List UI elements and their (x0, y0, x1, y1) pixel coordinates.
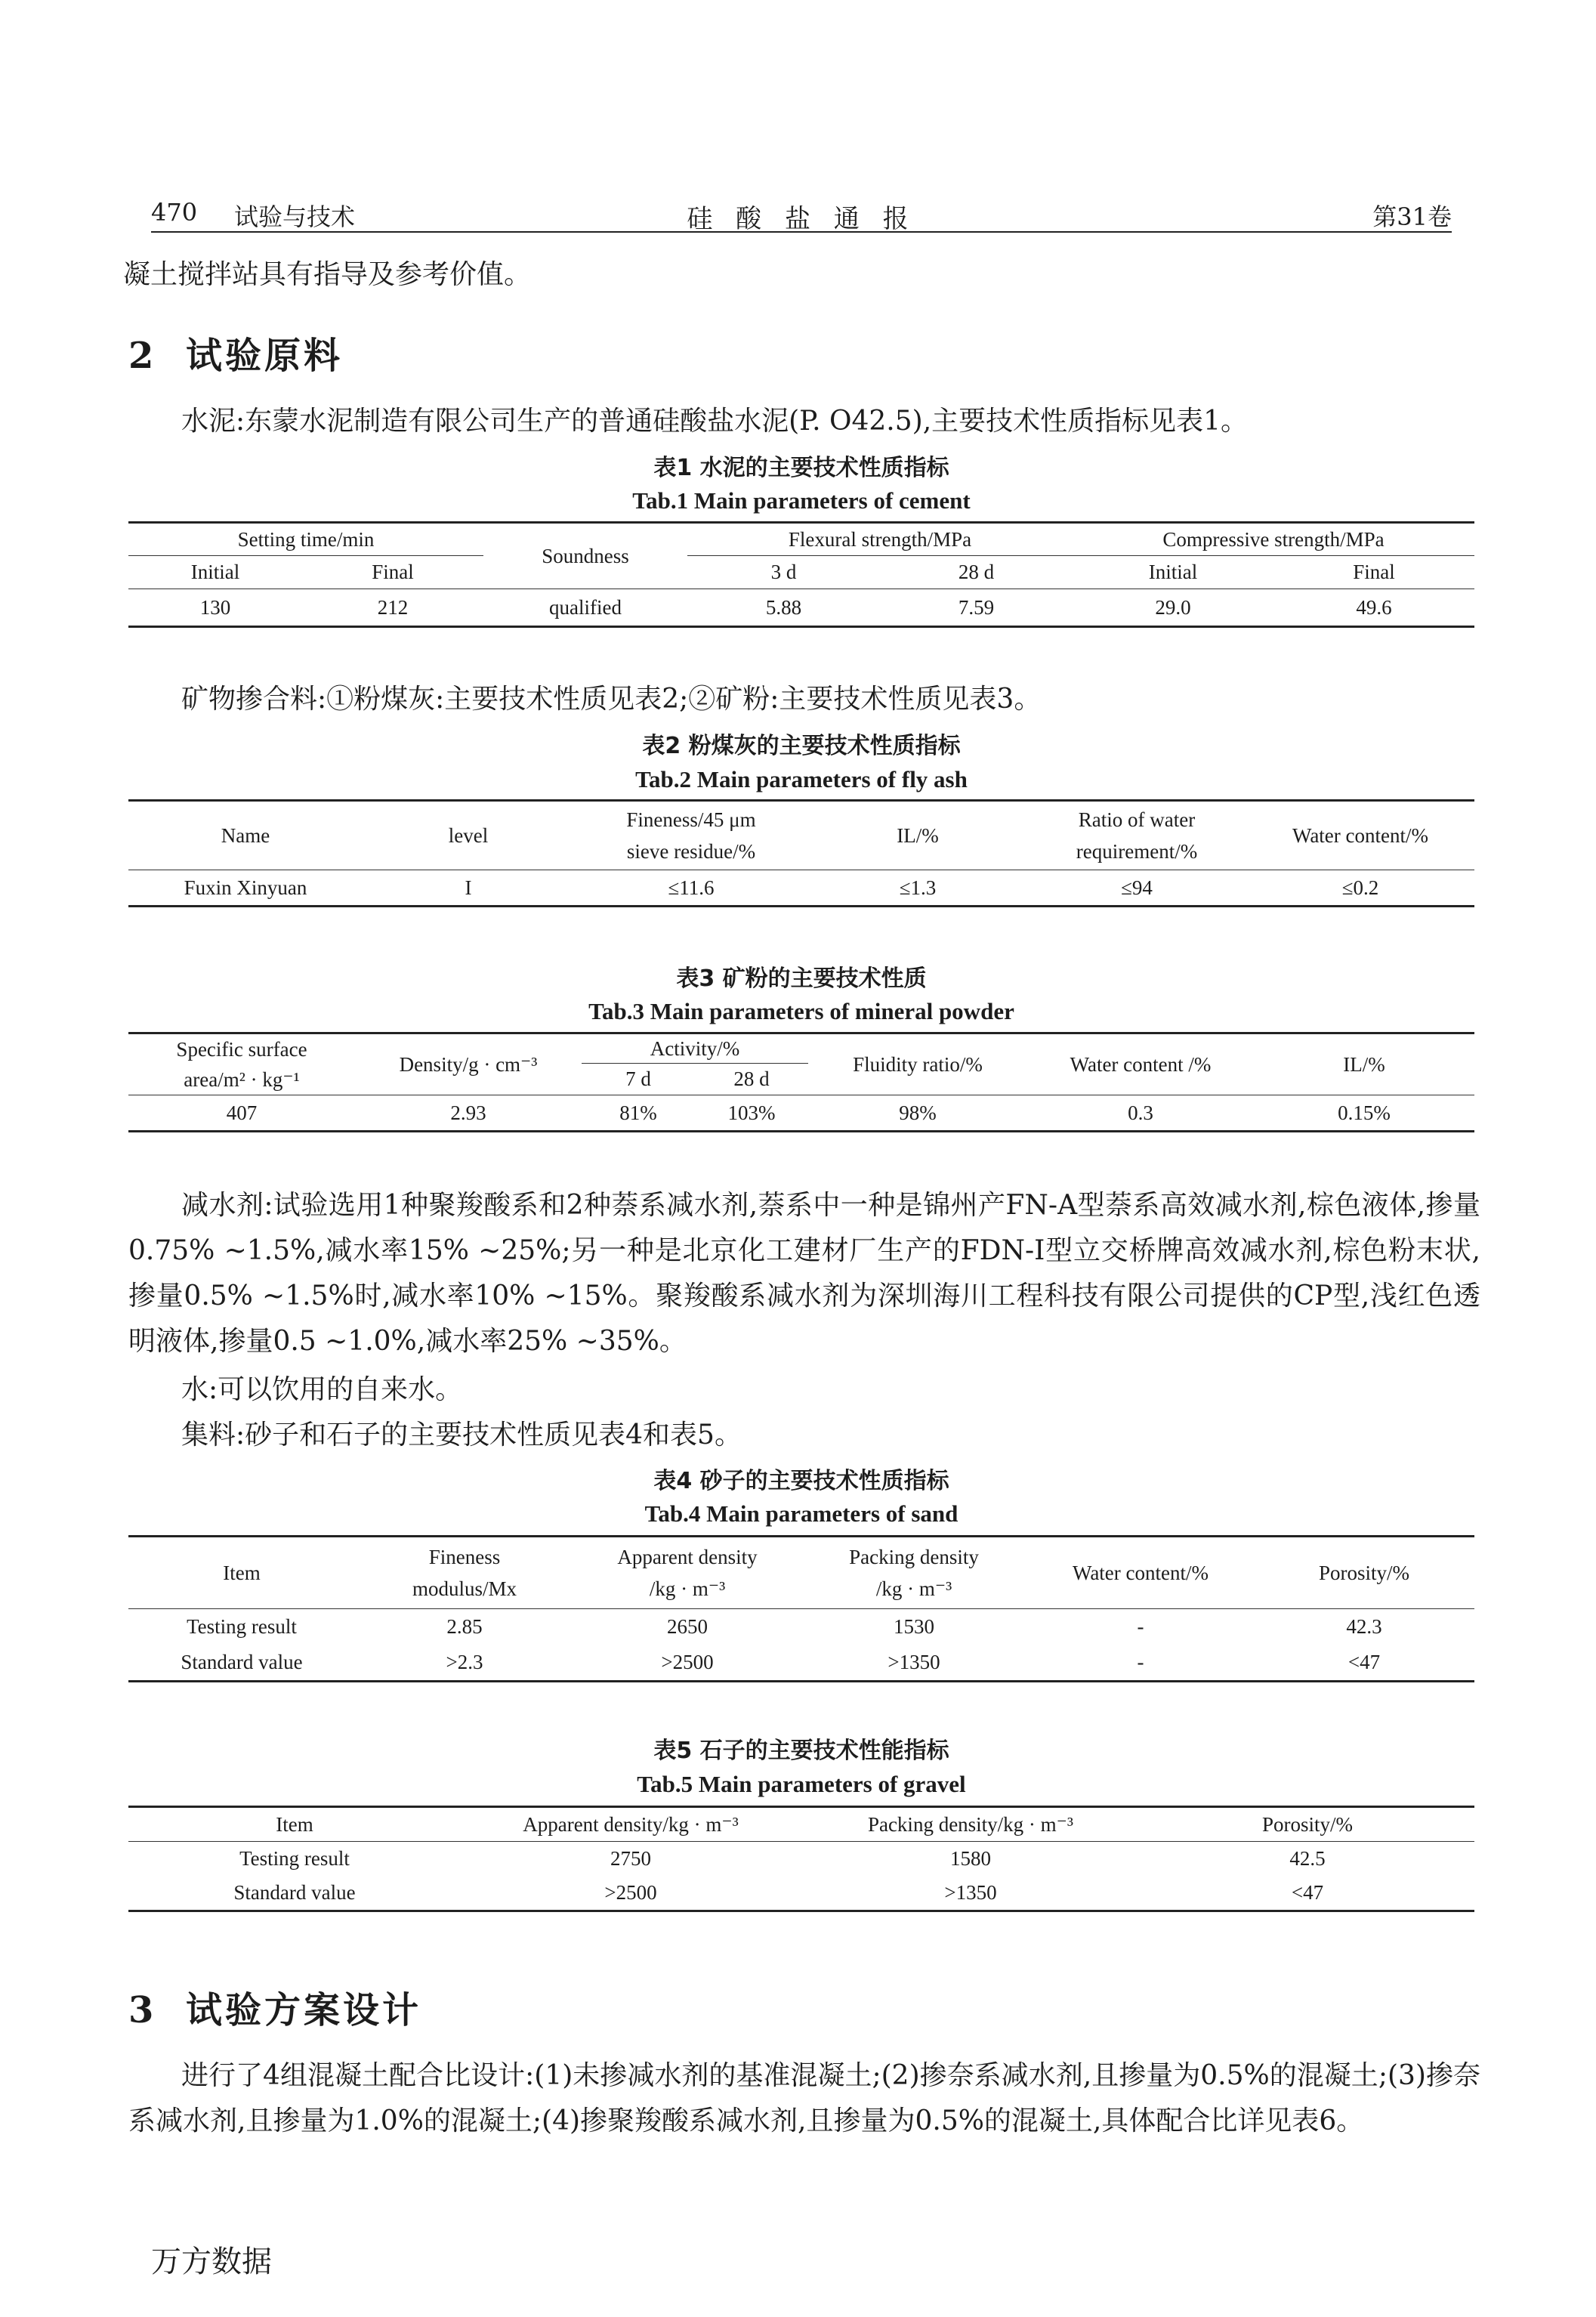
table3-cell: 407 (128, 1095, 355, 1132)
table1-cell: 29.0 (1073, 589, 1273, 627)
table2-cell: ≤94 (1027, 870, 1246, 907)
table3-mineral-powder (128, 1032, 1474, 1132)
table5-header: Packing density/kg · m⁻³ (801, 1807, 1141, 1842)
table2-cell: ≤11.6 (574, 870, 808, 907)
table3-cell: 2.93 (355, 1095, 582, 1132)
table1-cell: 212 (302, 589, 483, 627)
table5-caption-zh: 表5 石子的主要技术性能指标 (653, 1738, 949, 1764)
table2-fly-ash (128, 799, 1474, 907)
table1-header-initial2: Initial (1073, 556, 1273, 589)
table5-cell: 2750 (610, 1847, 651, 1871)
table1-cell: 130 (128, 589, 302, 627)
table2-header: Water content/% (1246, 801, 1474, 870)
table4-sand (128, 1535, 1474, 1682)
table5-header: Porosity/% (1141, 1807, 1474, 1842)
table5-cell: >2500 (461, 1877, 801, 1911)
table3-header-surface: Specific surface area/m² · kg⁻¹ (128, 1033, 355, 1095)
table3-cell: 0.3 (1027, 1095, 1254, 1132)
cement-paragraph: 水泥:东蒙水泥制造有限公司生产的普通硅酸盐水泥(P. O42.5),主要技术性质指标见表1。 (181, 406, 1249, 437)
table1-cell: qualified (483, 589, 687, 627)
table2-cell: ≤0.2 (1246, 870, 1474, 907)
table2-header: Name (128, 801, 363, 870)
table1-header-final2: Final (1273, 556, 1474, 589)
table4-cell: Standard value (128, 1645, 355, 1682)
table4-cell: >1350 (801, 1645, 1027, 1682)
table5-cell: Standard value (128, 1877, 461, 1911)
table2-caption-en: Tab.2 Main parameters of fly ash (635, 766, 968, 792)
table2-cell: Fuxin Xinyuan (128, 870, 363, 907)
table4-cell: >2500 (574, 1645, 801, 1682)
table1-header-soundness: Soundness (483, 523, 687, 589)
table1-header-28d: 28 d (880, 556, 1073, 589)
table1-header-3d: 3 d (687, 556, 880, 589)
table3-header-density: Density/g · cm⁻³ (355, 1033, 582, 1095)
table2-header: Fineness/45 μm sieve residue/% (574, 801, 808, 870)
table5-gravel (128, 1806, 1474, 1912)
table4-header: Packing density /kg · m⁻³ (801, 1537, 1027, 1609)
header-rule (151, 231, 1452, 233)
table1-header-setting: Setting time/min (128, 523, 483, 556)
table4-caption-zh: 表4 砂子的主要技术性质指标 (653, 1468, 949, 1494)
table4-cell: Testing result (187, 1615, 297, 1639)
journal-name: 硅 酸 盐 通 报 (687, 204, 916, 234)
table1-caption-zh: 表1 水泥的主要技术性质指标 (653, 455, 949, 481)
table4-header: Water content/% (1027, 1537, 1254, 1609)
table5-cell: Testing result (239, 1847, 350, 1871)
table3-header-7d: 7 d (582, 1064, 695, 1095)
section-number: 3 (128, 1989, 157, 2031)
mineral-paragraph: 矿物掺合料:①粉煤灰:主要技术性质见表2;②矿粉:主要技术性质见表3。 (181, 684, 1042, 715)
table2-header: level (363, 801, 574, 870)
section-title: 试验原料 (186, 335, 344, 377)
table1-caption-en: Tab.1 Main parameters of cement (632, 487, 971, 514)
table4-cell: - (1137, 1615, 1144, 1639)
table2-caption-zh: 表2 粉煤灰的主要技术性质指标 (642, 733, 961, 759)
section-number: 2 (128, 335, 157, 377)
table2-header: IL/% (808, 801, 1027, 870)
table4-cell: 2650 (667, 1615, 708, 1639)
design-paragraph: 进行了4组混凝土配合比设计:(1)未掺减水剂的基准混凝土;(2)掺奈系减水剂,且掺量为0.5%的混凝土;(3)掺奈系减水剂,且掺量为1.0%的混凝土;(4)掺聚羧酸系减水剂,且掺量为0.5%的混凝土,具体配合比详见表6。 (128, 2060, 1480, 2136)
table3-header-28d: 28 d (695, 1064, 808, 1095)
table4-cell: 42.3 (1346, 1615, 1382, 1639)
table4-cell: 2.85 (446, 1615, 483, 1639)
section-title: 试验方案设计 (186, 1989, 422, 2031)
table4-header: Item (128, 1537, 355, 1609)
water-paragraph: 水:可以饮用的自来水。 (181, 1374, 463, 1405)
section-label: 试验与技术 (234, 202, 356, 231)
aggregate-paragraph: 集料:砂子和石子的主要技术性质见表4和表5。 (181, 1420, 742, 1450)
table5-cell: >1350 (801, 1877, 1141, 1911)
table4-header: Fineness modulus/Mx (355, 1537, 574, 1609)
table4-header: Apparent density /kg · m⁻³ (574, 1537, 801, 1609)
table3-cell: 103% (695, 1095, 808, 1132)
table1-header-flexural: Flexural strength/MPa (687, 523, 1073, 556)
table3-caption-zh: 表3 矿粉的主要技术性质 (676, 965, 927, 992)
table4-cell: 1530 (894, 1615, 934, 1639)
table2-cell: ≤1.3 (808, 870, 1027, 907)
table1-header-initial: Initial (128, 556, 302, 589)
table1-cell: 7.59 (880, 589, 1073, 627)
table3-cell: 98% (808, 1095, 1027, 1132)
section-heading-3 (128, 1981, 421, 2033)
table5-header: Apparent density/kg · m⁻³ (461, 1807, 801, 1842)
table1-header-compressive: Compressive strength/MPa (1073, 523, 1474, 556)
table4-caption-en: Tab.4 Main parameters of sand (644, 1500, 959, 1527)
table2-header: Ratio of water requirement/% (1027, 801, 1246, 870)
intro-paragraph-tail: 凝土搅拌站具有指导及参考价值。 (123, 259, 532, 290)
page-number: 470 (151, 198, 198, 227)
table1-cement (128, 521, 1474, 628)
running-header (151, 195, 1452, 240)
table5-caption-en: Tab.5 Main parameters of gravel (637, 1771, 966, 1797)
table1-cell: 49.6 (1273, 589, 1474, 627)
table3-header-water: Water content /% (1027, 1033, 1254, 1095)
section-heading-2 (128, 326, 343, 378)
table5-cell: <47 (1141, 1877, 1474, 1911)
table1-cell: 5.88 (687, 589, 880, 627)
table3-header-fluidity: Fluidity ratio/% (808, 1033, 1027, 1095)
table2-cell: I (363, 870, 574, 907)
table3-cell: 0.15% (1254, 1095, 1474, 1132)
table5-header: Item (128, 1807, 461, 1842)
table4-cell: <47 (1254, 1645, 1474, 1682)
table5-cell: 1580 (950, 1847, 991, 1871)
table4-cell: >2.3 (355, 1645, 574, 1682)
table1-header-final: Final (302, 556, 483, 589)
table3-caption-en: Tab.3 Main parameters of mineral powder (588, 998, 1014, 1024)
table4-cell: - (1027, 1645, 1254, 1682)
table3-header-il: IL/% (1254, 1033, 1474, 1095)
table4-header: Porosity/% (1254, 1537, 1474, 1609)
table3-cell: 81% (582, 1095, 695, 1132)
table5-cell: 42.5 (1289, 1847, 1326, 1871)
reducer-paragraph: 减水剂:试验选用1种聚羧酸系和2种萘系减水剂,萘系中一种是锦州产FN-A型萘系高效减水剂,棕色液体,掺量0.75% ~1.5%,减水率15% ~25%;另一种是北京化工建材厂生产的FDN-I型立交桥牌高效减水剂,棕色粉末状,掺量0.5% ~1.5%时,减水率10% ~15%。聚羧酸系减水剂为深圳海川工程科技有限公司提供的CP型,浅红色透明液体,掺量0.5 ~1.0%,减水率25% ~35%。 (128, 1190, 1480, 1357)
footer-watermark: 万方数据 (151, 2244, 272, 2279)
table3-header-activity: Activity/% (582, 1033, 808, 1064)
volume-label: 第31卷 (1372, 202, 1452, 231)
